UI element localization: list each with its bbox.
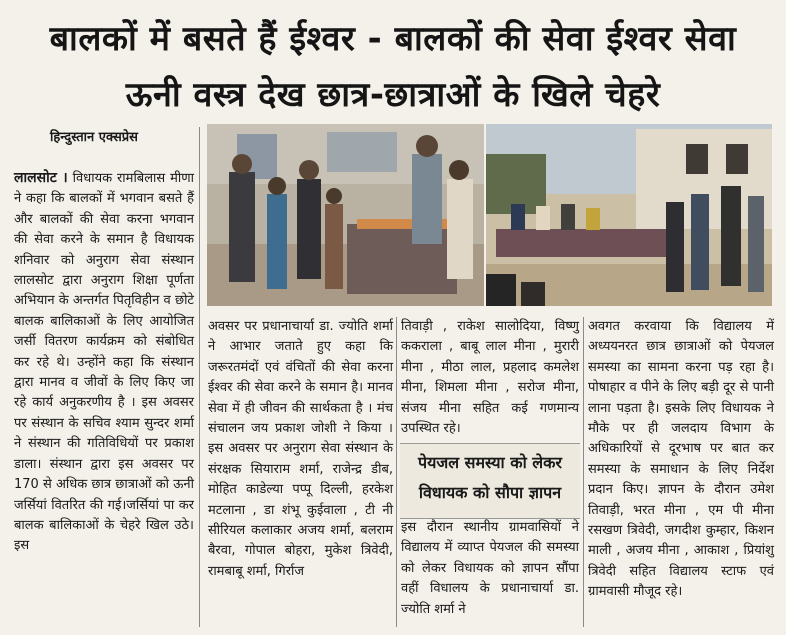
article-column-3b: इस दौरान स्थानीय ग्रामवासियों ने विद्यालय में व्याप्त पेयजल की समस्या को लेकर विधायक को ज्ञापन सौंपा वहीं विधालय के प्रधानाचार्या डा. ज्योति शर्मा ने — [401, 520, 579, 617]
article-column-3: तिवाड़ी , राकेश सालोदिया, विष्णु ककराला , बाबू लाल मीना , मुरारी मीना , मीठा लाल, प्रहलाद कमलेश मीना, शिमला मीना , सरोज मीना, संजय मीना सहित कई गणमान्य उपस्थित रहे। — [401, 319, 579, 437]
subheading-box — [400, 443, 580, 519]
article-column-1 — [14, 168, 194, 557]
column-divider — [199, 127, 200, 627]
dateline: लालसोट । — [14, 170, 68, 186]
headline-line2: ऊनी वस्त्र देख छात्र-छात्राओं के खिले चेहरे — [125, 75, 661, 115]
article-column-2: अवसर पर प्रधानाचार्या डा. ज्योति शर्मा ने आभार जताते हुए कहा कि जरूरतमंदों एवं वंचितों की सेवा करना ईश्वर की सेवा करने के समान है। मानव सेवा में ही जीवन की सार्थकता है । मंच संचालन जय प्रकाश जोशी ने किया । इस अवसर पर अनुराग सेवा संस्थान के संरक्षक सियाराम शर्मा, राजेन्द्र डीब, मोहित काडेल्या पप्पू दिल्ली, हरकेश मटलाना , डा शंभू कुईवाला , टी नी सीरियल कलाकार अजय शर्मा, बलराम बैरवा, गोपाल बोहरा, मुकेश त्रिवेदी, रामबाबू शर्मा, गिर्राज — [208, 319, 393, 579]
article-column-4: अवगत करवाया कि विद्यालय में अध्ययनरत छात्र छात्राओं को पेयजल समस्या का सामना करना पड़ रहा है। पोषाहार व पीने के लिए बड़ी दूर से पानी लाना पड़ता है। इसके लिए विधायक ने मौके पर ही जलदाय विभाग के अधिकारियों से दूरभाष पर बात कर समस्या के समाधान के लिए निर्देश प्रदान किए। ज्ञापन के दौरान उमेश तिवाड़ी, भरत मीना , एम पी मीना रसखण त्रिवेदी, जगदीश कुम्हार, किशन माली , अजय मीना , आकाश , प्रियांशु त्रिवेदी सहित विद्यालय स्टाफ एवं ग्रामवासी मौजूद रहे। — [588, 319, 774, 600]
column-divider — [583, 317, 584, 627]
subheading: पेयजल समस्या को लेकर विधायक को सौपा ज्ञापन — [418, 453, 562, 502]
photo-jersey-distribution — [207, 124, 484, 306]
newspaper-source: हिन्दुस्तान एक्सप्रेस — [50, 130, 138, 145]
headline-line1: बालकों में बसते हैं ईश्वर - बालकों की सेवा ईश्वर सेवा — [49, 19, 737, 59]
column-divider — [396, 317, 397, 627]
photo-school-event — [486, 124, 772, 306]
article-text: विधायक रामबिलास मीणा ने कहा कि बालकों में भगवान बसते हैं और बालकों की सेवा करना भगवान की सेवा करने के समान है विधायक शनिवार को अनुराग सेवा संस्थान लालसोट द्वारा अनुराग शिक्षा पूर्णता अभियान के अन्तर्गत पितृविहीन व छोटे बालक बालिकाओं के लिए आयोजित जर्सी वितरण कार्यक्रम को संबोधित कर रहे थे। उन्होंने कहा कि संस्थान द्वारा मानव व जीवों के लिए किए जा रहे कार्य अनुकरणीय है । इस अवसर पर संस्थान के सचिव श्याम सुन्दर शर्मा ने संस्थान की गतिविधियों पर प्रकाश डाला। संस्थान द्वारा इस अवसर पर 170 से अधिक छात्र छात्राओं को ऊनी जर्सियां वितरित की गई।जर्सियां पा कर बालक बालिकाओं के चेहरे खिल उठे।इस — [14, 171, 195, 554]
